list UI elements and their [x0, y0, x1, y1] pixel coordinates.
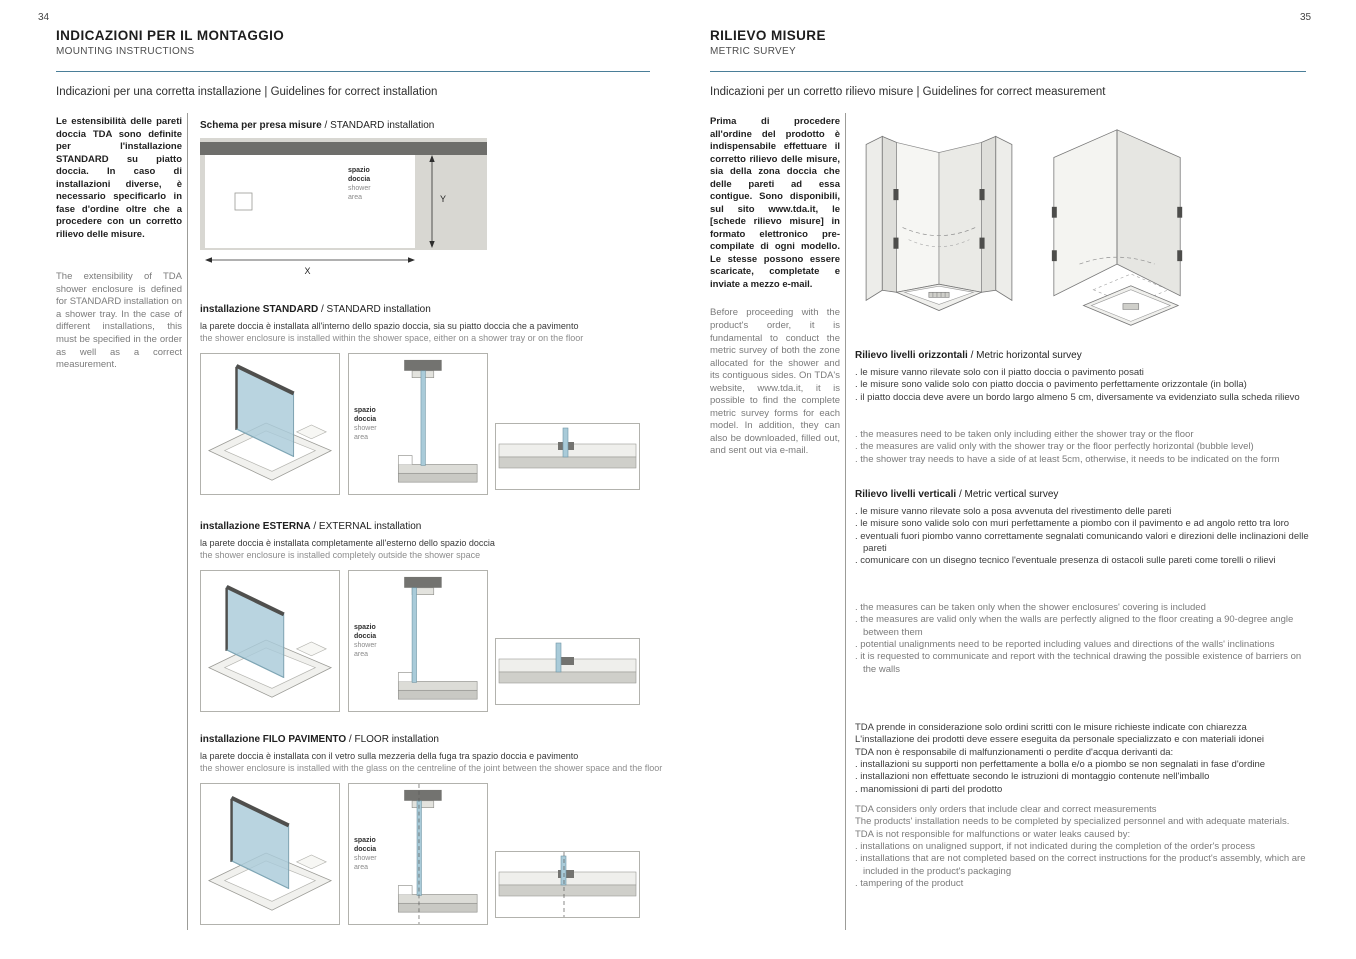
list-item: . le misure vanno rilevate solo con il piatto doccia o pavimento posati [855, 367, 1144, 378]
list-item: The products' installation needs to be completed by specialized personnel and with adequate materials. [855, 816, 1290, 828]
standard-section-diagram [348, 353, 488, 495]
page-number-right: 35 [1300, 12, 1312, 23]
shower-area-label: spazio doccia shower area [348, 167, 371, 202]
niche-survey-drawing [858, 110, 1020, 348]
installation-standard-desc-it: la parete doccia è installata all'interno dello spazio doccia, sia su piatto doccia che a pavimento [200, 321, 579, 331]
horizontal-survey-list-en [855, 429, 1310, 466]
shower-area-label: spazio doccia shower area [354, 837, 377, 872]
external-3d-diagram [200, 570, 340, 712]
intro-column [710, 116, 840, 458]
page-header [710, 28, 826, 57]
page-title: INDICAZIONI PER IL MONTAGGIO [56, 28, 285, 43]
page-subtitle: MOUNTING INSTRUCTIONS [56, 46, 195, 57]
intro-column [56, 116, 182, 372]
list-item: . installazioni su supporti non perfettamente a bolla e/o a piombo se non segnalati in fase d'ordine [855, 759, 1266, 771]
floor-section-diagram [348, 783, 488, 925]
list-item: . comunicare con un disegno tecnico l'eventuale presenza di ostacoli sulle pareti come torelli o rilievi [855, 555, 1276, 567]
page-metric-survey [710, 0, 1320, 959]
schema-heading [200, 120, 434, 131]
vertical-survey-heading: Rilievo livelli verticali / Metric vertical survey [855, 489, 1059, 500]
list-item: . the shower tray needs to have a side of at least 5cm, otherwise, it needs to be indicated on the form [855, 453, 1280, 465]
schema-heading-rest: / STANDARD installation [321, 120, 435, 131]
header-rule [710, 71, 1306, 72]
disclaimer-list-en [855, 804, 1310, 890]
schema-heading-bold: Schema per presa misure [200, 120, 322, 131]
disclaimer-list-it [855, 722, 1310, 796]
column-divider [187, 113, 188, 930]
dimension-x-label: X [304, 266, 311, 276]
shower-area-label: spazio doccia shower area [354, 624, 377, 659]
page-number-left: 34 [38, 12, 50, 23]
standard-detail-diagram [495, 423, 640, 490]
page-title: RILIEVO MISURE [710, 28, 826, 43]
list-item: . le misure sono valide solo con piatto doccia o pavimento perfettamente orizzontale (in bolla) [855, 379, 1247, 391]
page-subtitle: METRIC SURVEY [710, 46, 796, 57]
list-item: . le misure sono valide solo con muri perfettamente a piombo con il pavimento e ad angolo retto tra loro [855, 518, 1290, 530]
floor-detail-diagram [495, 851, 640, 918]
intro-italian: Le estensibilità delle pareti doccia TDA sono definite per l'installazione STANDARD su piatto doccia. In caso di installazioni diverse, è necessario specificarlo in fase d'ordine oltre che a procedere con un corretto rilievo delle misure. [56, 116, 182, 240]
standard-3d-diagram [200, 353, 340, 495]
list-item: . manomissioni di parti del prodotto [855, 783, 1003, 795]
list-item: . installazioni non effettuate secondo le istruzioni di montaggio contenute nell'imballo [855, 771, 1210, 783]
installation-external-desc-en: the shower enclosure is installed completely outside the shower space [200, 550, 481, 560]
shower-area-label: spazio doccia shower area [354, 407, 377, 442]
installation-external-heading: installazione ESTERNA / EXTERNAL installation [200, 521, 422, 532]
list-item: TDA is not responsible for malfunctions or water leaks caused by: [855, 828, 1131, 840]
schema-plan-drawing [200, 138, 487, 283]
list-item: TDA non è responsabile di malfunzionamenti o perdite d'acqua derivanti da: [855, 746, 1174, 758]
list-item: . eventuali fuori piombo vanno correttamente segnalati comunicando valori e direzioni delle inclinazioni delle pareti [855, 530, 1309, 555]
installation-floor-desc-en: the shower enclosure is installed with the glass on the centreline of the joint between the shower space and the floor [200, 763, 663, 773]
vertical-survey-list-en [855, 602, 1310, 676]
page-mounting-instructions [36, 0, 663, 959]
measurement-schema-diagram [200, 138, 487, 283]
installation-standard-heading: installazione STANDARD / STANDARD installation [200, 304, 431, 315]
floor-3d-diagram [200, 783, 340, 925]
intro-english: The extensibility of TDA shower enclosure is defined for STANDARD installation on a shower tray. In the case of different installations, this must be specified in the order as well as a correct measurement. [56, 271, 183, 371]
installation-standard-desc-en: the shower enclosure is installed within the shower space, either on a shower tray or on the floor [200, 333, 584, 343]
page-header [56, 28, 284, 57]
horizontal-survey-heading: Rilievo livelli orizzontali / Metric horizontal survey [855, 350, 1082, 361]
list-item: . le misure vanno rilevate solo a posa avvenuta del rivestimento delle pareti [855, 506, 1172, 517]
list-item: . the measures are valid only with the shower tray or the floor perfectly horizontal (bubble level) [855, 441, 1254, 453]
list-item: . potential unalignments need to be reported including values and directions of the walls' inclinations [855, 639, 1275, 651]
intro-english: Before proceeding with the product's order, it is fundamental to conduct the metric survey of both the zone allocated for the shower and its contiguous sides. On TDA's website, www.tda.it, it is possible to find the complete metric survey forms for each model. In addition, they can also be downloaded, filled out, and sent out via e-mail. [710, 307, 840, 457]
external-section-diagram [348, 570, 488, 712]
list-item: . the measures can be taken only when the shower enclosures' covering is included [855, 602, 1206, 613]
dimension-y-label: Y [440, 194, 447, 204]
list-item: . tampering of the product [855, 878, 964, 890]
installation-floor-desc-it: la parete doccia è installata con il vetro sulla mezzeria della fuga tra spazio doccia e pavimento [200, 751, 579, 761]
horizontal-survey-list-it [855, 367, 1310, 404]
section-heading: Indicazioni per una corretta installazione | Guidelines for correct installation [56, 86, 438, 98]
list-item: L'installazione dei prodotti deve essere eseguita da personale specializzato e con materiali idonei [855, 734, 1264, 746]
list-item: TDA prende in considerazione solo ordini scritti con le misure richieste indicate con chiarezza [855, 722, 1247, 733]
corner-survey-drawing [1040, 116, 1198, 348]
installation-floor-heading: installazione FILO PAVIMENTO / FLOOR installation [200, 734, 439, 745]
vertical-survey-list-it [855, 506, 1310, 568]
list-item: . the measures are valid only when the walls are perfectly aligned to the floor creating a 90-degree angle between them [855, 614, 1294, 638]
external-detail-diagram [495, 638, 640, 705]
intro-italian: Prima di procedere all'ordine del prodotto è indispensabile effettuare il corretto rilievo delle misure, sia della zona doccia che delle pareti ad essa contigue. Sono disponibili, sul sito www.tda.it, le [schede rilievo misure] in formato elettronico pre-compilate di ogni modello. Le stesse possono essere scaricate, completate e inviate a mezzo e-mail. [710, 116, 840, 290]
list-item: . installations on unaligned support, if not indicated during the completion of the order's process [855, 841, 1256, 853]
column-divider [845, 113, 846, 930]
list-item: . the measures need to be taken only including either the shower tray or the floor [855, 429, 1194, 440]
section-heading: Indicazioni per un corretto rilievo misure | Guidelines for correct measurement [710, 86, 1106, 98]
list-item: . il piatto doccia deve avere un bordo largo almeno 5 cm, diversamente va evidenziato sulla scheda rilievo [855, 391, 1300, 403]
list-item: TDA considers only orders that include clear and correct measurements [855, 804, 1157, 815]
installation-external-desc-it: la parete doccia è installata completamente all'esterno dello spazio doccia [200, 538, 495, 548]
list-item: . installations that are not completed based on the correct instructions for the product's assembly, which are included in the product's packaging [855, 853, 1306, 877]
list-item: . it is requested to communicate and report with the technical drawing the possible existence of barriers on the walls [855, 651, 1302, 675]
header-rule [56, 71, 650, 72]
